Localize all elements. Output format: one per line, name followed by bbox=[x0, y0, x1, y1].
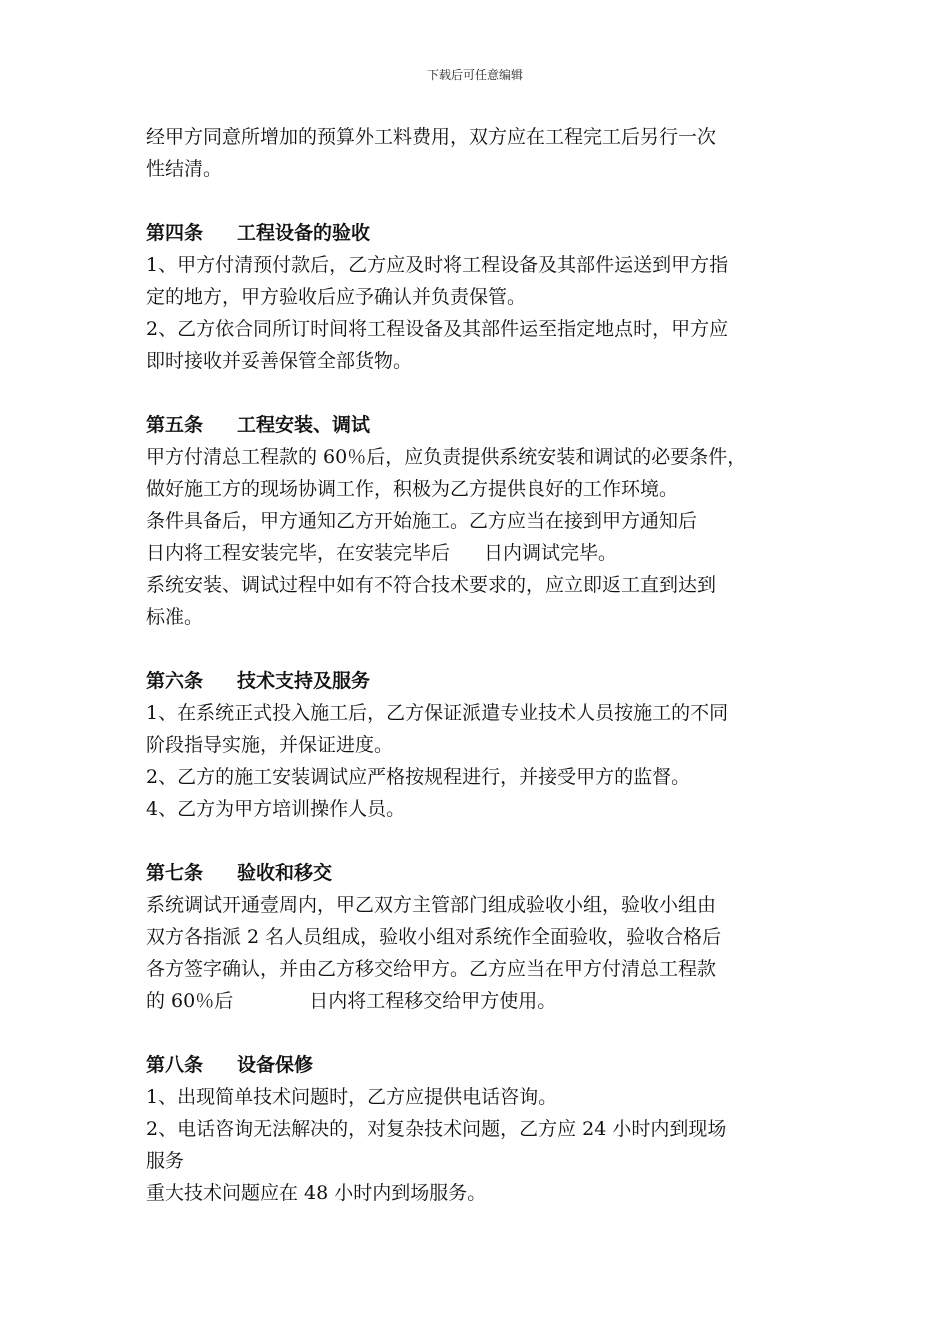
section-title: 工程设备的验收 bbox=[237, 222, 371, 244]
section-heading bbox=[146, 217, 811, 249]
section-number: 第六条 bbox=[146, 670, 204, 692]
section-heading bbox=[146, 409, 811, 441]
paragraph-line: 双方各指派 2 名人员组成，验收小组对系统作全面验收，验收合格后 bbox=[146, 926, 722, 948]
section-number: 第八条 bbox=[146, 1054, 204, 1076]
paragraph-line: 各方签字确认，并由乙方移交给甲方。乙方应当在甲方付清总工程款 bbox=[146, 958, 717, 980]
paragraph-line bbox=[146, 537, 811, 569]
text-fragment: 日内将工程安装完毕，在安装完毕后 bbox=[146, 542, 451, 564]
section-number: 第四条 bbox=[146, 222, 204, 244]
paragraph-line: 2、乙方的施工安装调试应严格按规程进行，并接受甲方的监督。 bbox=[146, 766, 691, 788]
page-header: 下载后可任意编辑 bbox=[426, 68, 523, 82]
paragraph-line: 2、电话咨询无法解决的，对复杂技术问题，乙方应 24 小时内到现场 bbox=[146, 1118, 727, 1140]
section-number: 第五条 bbox=[146, 414, 204, 436]
paragraph-line: 4、乙方为甲方培训操作人员。 bbox=[146, 798, 406, 820]
paragraph-line: 重大技术问题应在 48 小时内到场服务。 bbox=[146, 1182, 487, 1204]
paragraph-line: 系统安装、调试过程中如有不符合技术要求的，应立即返工直到达到 bbox=[146, 574, 717, 596]
paragraph-line: 1、出现简单技术问题时，乙方应提供电话咨询。 bbox=[146, 1086, 558, 1108]
section-heading bbox=[146, 1049, 811, 1081]
section-heading bbox=[146, 665, 811, 697]
section-title: 工程安装、调试 bbox=[237, 414, 371, 436]
paragraph-line: 标准。 bbox=[146, 606, 204, 628]
intro-line: 性结清。 bbox=[146, 158, 223, 180]
paragraph-line: 即时接收并妥善保管全部货物。 bbox=[146, 350, 413, 372]
section-title: 技术支持及服务 bbox=[237, 670, 371, 692]
paragraph-line: 2、乙方依合同所订时间将工程设备及其部件运至指定地点时，甲方应 bbox=[146, 318, 729, 340]
paragraph-line: 定的地方，甲方验收后应予确认并负责保管。 bbox=[146, 286, 527, 308]
paragraph-line: 条件具备后，甲方通知乙方开始施工。乙方应当在接到甲方通知后 bbox=[146, 510, 698, 532]
section-title: 验收和移交 bbox=[237, 862, 333, 884]
paragraph-line: 阶段指导实施，并保证进度。 bbox=[146, 734, 394, 756]
text-fragment: 的 60％后 bbox=[146, 990, 234, 1012]
paragraph-line: 做好施工方的现场协调工作，积极为乙方提供良好的工作环境。 bbox=[146, 478, 679, 500]
paragraph-line: 1、甲方付清预付款后，乙方应及时将工程设备及其部件运送到甲方指 bbox=[146, 254, 729, 276]
paragraph-line: 甲方付清总工程款的 60％后，应负责提供系统安装和调试的必要条件， bbox=[146, 446, 747, 468]
paragraph-line bbox=[146, 985, 811, 1017]
paragraph-line: 1、在系统正式投入施工后，乙方保证派遣专业技术人员按施工的不同 bbox=[146, 702, 729, 724]
section-number: 第七条 bbox=[146, 862, 204, 884]
intro-line: 经甲方同意所增加的预算外工料费用，双方应在工程完工后另行一次 bbox=[146, 126, 717, 148]
text-fragment: 日内调试完毕。 bbox=[484, 542, 618, 564]
paragraph-line: 服务 bbox=[146, 1150, 185, 1172]
paragraph-line: 系统调试开通壹周内，甲乙双方主管部门组成验收小组，验收小组由 bbox=[146, 894, 717, 916]
section-title: 设备保修 bbox=[237, 1054, 314, 1076]
document-body bbox=[146, 121, 811, 1209]
text-fragment: 日内将工程移交给甲方使用。 bbox=[309, 990, 557, 1012]
section-heading bbox=[146, 857, 811, 889]
